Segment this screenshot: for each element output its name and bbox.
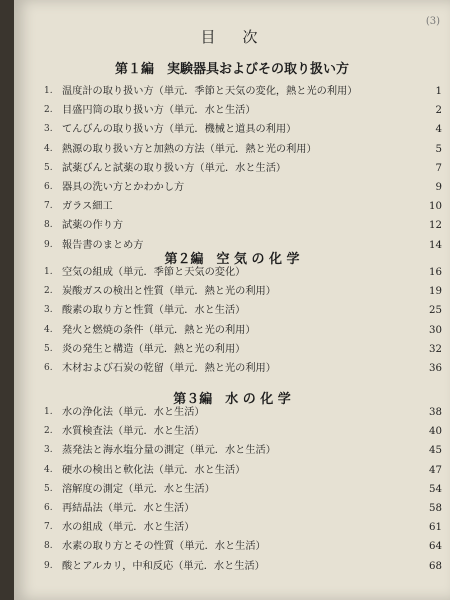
toc-entry-page: 5	[435, 143, 442, 155]
toc-entry-title: 水の組成（単元．水と生活）	[62, 522, 195, 534]
toc-entry	[44, 216, 442, 235]
toc-entry-page: 36	[429, 362, 442, 374]
toc-entry	[44, 263, 442, 282]
toc-entry-title: ガラス細工	[62, 201, 113, 213]
toc-entry-number: 3.	[44, 445, 53, 456]
toc-entry-number: 4.	[44, 143, 53, 154]
toc-entry-title: 酸とアルカリ，中和反応（単元．水と生活）	[62, 560, 265, 572]
toc-entry-title: てんびんの取り扱い方（単元．機械と道具の利用）	[62, 124, 297, 136]
toc-entry-title: 水質検査法（単元．水と生活）	[62, 426, 205, 438]
section-title-1: 第１編 実験器具およびその取り扱い方	[114, 62, 349, 77]
toc-entry	[44, 321, 442, 340]
toc-entry-page: 14	[429, 239, 442, 251]
toc-entry	[44, 557, 442, 576]
toc-entry-page: 19	[429, 286, 442, 298]
toc-entry-page: 9	[435, 181, 442, 193]
toc-entry	[44, 197, 442, 216]
toc-entry-number: 1.	[44, 86, 53, 96]
toc-entry	[44, 140, 442, 159]
toc-entry-number: 3.	[44, 305, 53, 316]
toc-entry-page: 7	[435, 162, 442, 174]
toc-entry	[44, 480, 442, 499]
toc-entry-number: 4.	[44, 464, 53, 475]
toc-entry	[44, 441, 442, 460]
page-title: 目 次	[200, 28, 264, 46]
toc-entry-title: 炎の発生と構造（単元．熱と光の利用）	[62, 343, 246, 355]
toc-entry-page: 32	[429, 343, 442, 355]
toc-entry-page: 54	[429, 483, 442, 495]
toc-entry-number: 6.	[44, 181, 53, 192]
toc-entry-title: 温度計の取り扱い方（単元．季節と天気の変化，熱と光の利用）	[62, 86, 358, 97]
toc-entry	[44, 537, 442, 556]
toc-entry-title: 蒸発法と海水塩分量の測定（単元．水と生活）	[62, 445, 276, 457]
toc-entry-page: 12	[429, 220, 442, 232]
toc-entry-number: 3.	[44, 124, 53, 135]
toc-entry	[44, 159, 442, 178]
toc-entry-title: 木材および石炭の乾留（単元．熱と光の利用）	[62, 362, 276, 374]
toc-entry	[44, 101, 442, 120]
toc-entry-page: 45	[429, 445, 442, 457]
toc-entry	[44, 282, 442, 301]
toc-entry-page: 2	[435, 105, 442, 117]
toc-entry-number: 5.	[44, 162, 53, 173]
toc-entry	[44, 461, 442, 480]
toc-entry-number: 9.	[44, 560, 53, 571]
toc-entry-page: 58	[429, 502, 442, 514]
toc-entry-page: 10	[429, 201, 442, 213]
toc-entry-page: 38	[429, 407, 442, 418]
toc-entry-page: 30	[429, 324, 442, 336]
toc-entry-title: 器具の洗い方とかわかし方	[62, 181, 185, 193]
toc-entry-number: 2.	[44, 426, 53, 437]
toc-list-2	[44, 263, 442, 378]
toc-entry-page: 25	[429, 305, 442, 317]
toc-entry-title: 熱源の取り扱い方と加熱の方法（単元．熱と光の利用）	[62, 143, 317, 155]
toc-entry-number: 7.	[44, 201, 53, 212]
section-title-3: 第３編 水 の 化 学	[173, 392, 291, 407]
toc-entry	[44, 301, 442, 320]
toc-entry-title: 報告書のまとめ方	[62, 239, 144, 251]
book-page	[14, 0, 450, 600]
toc-entry	[44, 340, 442, 359]
page-number-mark: (3)	[425, 16, 440, 27]
toc-entry-number: 2.	[44, 105, 53, 116]
toc-entry-title: 酸素の取り方と性質（単元．水と生活）	[62, 305, 246, 317]
toc-entry-number: 6.	[44, 362, 53, 373]
toc-entry-page: 16	[429, 267, 442, 278]
toc-entry-number: 8.	[44, 220, 53, 231]
toc-entry-page: 1	[435, 86, 442, 97]
toc-entry-title: 空気の組成（単元．季節と天気の変化）	[62, 267, 246, 278]
toc-entry-number: 9.	[44, 239, 53, 250]
toc-entry-number: 1.	[44, 407, 53, 417]
toc-entry-title: 炭酸ガスの検出と性質（単元．熱と光の利用）	[62, 286, 276, 298]
toc-entry	[44, 518, 442, 537]
toc-entry-title: 試薬の作り方	[62, 220, 124, 232]
toc-entry-number: 5.	[44, 343, 53, 354]
toc-entry	[44, 178, 442, 197]
toc-list-1	[44, 82, 442, 255]
toc-entry-title: 水素の取り方とその性質（単元．水と生活）	[62, 541, 266, 553]
toc-entry	[44, 403, 442, 422]
toc-entry-page: 61	[429, 522, 442, 534]
toc-entry	[44, 422, 442, 441]
toc-entry-number: 8.	[44, 541, 53, 552]
toc-entry-number: 1.	[44, 267, 53, 277]
toc-entry-title: 硬水の検出と軟化法（単元．水と生活）	[62, 464, 246, 476]
toc-entry-page: 40	[429, 426, 442, 438]
toc-entry	[44, 120, 442, 139]
toc-entry-number: 6.	[44, 502, 53, 513]
toc-entry-title: 再結晶法（単元．水と生活）	[62, 502, 195, 514]
toc-entry-number: 2.	[44, 286, 53, 297]
toc-list-3	[44, 403, 442, 576]
toc-entry-page: 68	[429, 560, 442, 572]
toc-entry-page: 4	[435, 124, 442, 136]
toc-entry-title: 目盛円筒の取り扱い方（単元．水と生活）	[62, 105, 256, 117]
section-title-2: 第２編 空 気 の 化 学	[164, 252, 300, 267]
toc-entry-title: 水の浄化法（単元．水と生活）	[62, 407, 205, 418]
toc-entry-title: 試薬びんと試薬の取り扱い方（単元．水と生活）	[62, 162, 287, 174]
toc-entry	[44, 82, 442, 101]
toc-entry	[44, 499, 442, 518]
toc-entry-number: 7.	[44, 522, 53, 533]
toc-entry-page: 47	[429, 464, 442, 476]
toc-entry-number: 4.	[44, 324, 53, 335]
toc-entry-page: 64	[429, 541, 442, 553]
toc-entry-title: 溶解度の測定（単元．水と生活）	[62, 483, 215, 495]
toc-entry-number: 5.	[44, 483, 53, 494]
toc-entry-title: 発火と燃焼の条件（単元．熱と光の利用）	[62, 324, 256, 336]
toc-entry	[44, 359, 442, 378]
